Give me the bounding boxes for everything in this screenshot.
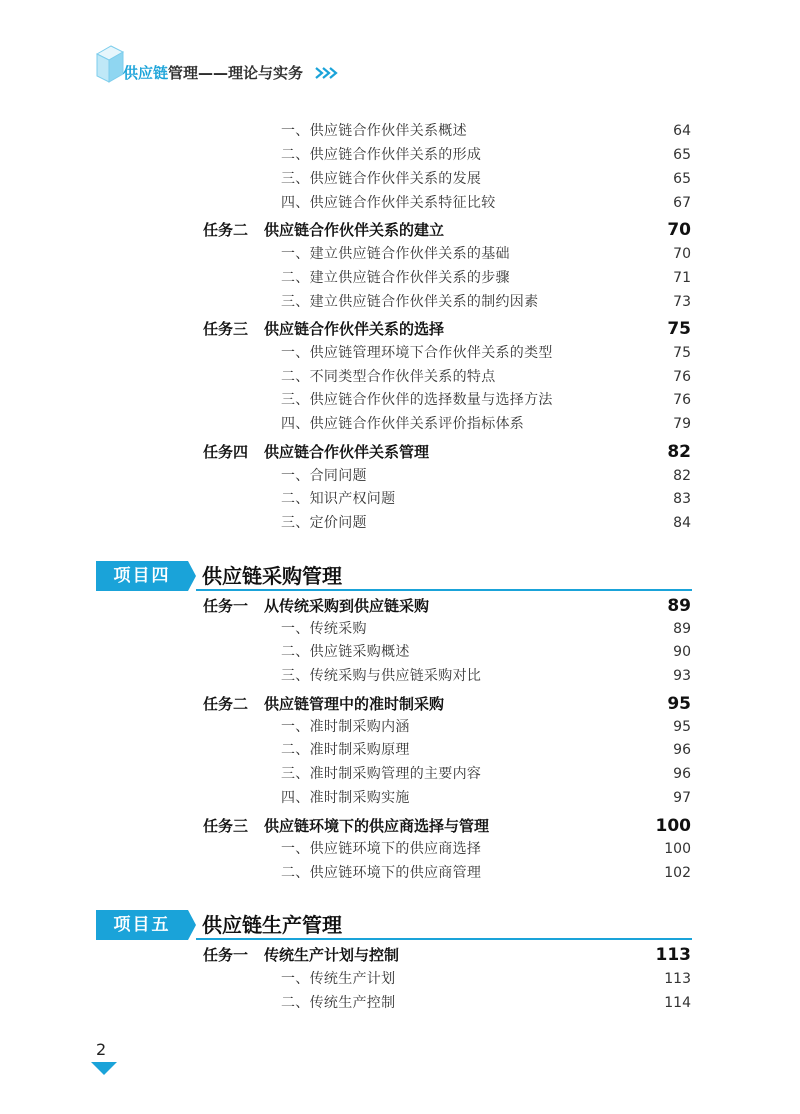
- header-title-rest: 管理——理论与实务: [168, 64, 304, 82]
- entry-title: 一、传统生产计划: [281, 971, 396, 987]
- entry-title: 一、建立供应链合作伙伴关系的基础: [281, 246, 510, 262]
- entry-page: 64: [673, 123, 691, 139]
- double-chevron-right-icon: [314, 66, 338, 80]
- task-page: 70: [667, 220, 691, 240]
- toc-task[interactable]: [0, 594, 800, 616]
- task-page: 95: [667, 694, 691, 714]
- entry-title: 二、准时制采购原理: [281, 742, 410, 758]
- toc-entry[interactable]: [0, 465, 800, 487]
- entry-title: 二、知识产权问题: [281, 491, 396, 507]
- entry-title: 四、供应链合作伙伴关系特征比较: [281, 195, 496, 211]
- task-page: 82: [667, 442, 691, 462]
- task-label: 任务四: [203, 443, 249, 461]
- toc-task[interactable]: [0, 218, 800, 240]
- project-badge: 项目四: [96, 561, 188, 591]
- entry-title: 一、供应链环境下的供应商选择: [281, 841, 482, 857]
- toc-entry[interactable]: [0, 641, 800, 663]
- task-title: 供应链环境下的供应商选择与管理: [264, 817, 490, 835]
- toc-entry[interactable]: [0, 992, 800, 1014]
- toc-entry[interactable]: [0, 665, 800, 687]
- entry-page: 79: [673, 416, 691, 432]
- entry-page: 83: [673, 491, 691, 507]
- entry-title: 一、供应链合作伙伴关系概述: [281, 123, 467, 139]
- entry-title: 四、供应链合作伙伴关系评价指标体系: [281, 416, 525, 432]
- entry-page: 73: [673, 294, 691, 310]
- entry-page: 96: [673, 766, 691, 782]
- entry-title: 三、供应链合作伙伴的选择数量与选择方法: [281, 392, 553, 408]
- toc-entry[interactable]: [0, 716, 800, 738]
- toc-entry[interactable]: [0, 787, 800, 809]
- toc-entry[interactable]: [0, 862, 800, 884]
- entry-page: 76: [673, 369, 691, 385]
- toc-entry[interactable]: [0, 488, 800, 510]
- toc-entry[interactable]: [0, 366, 800, 388]
- toc-entry[interactable]: [0, 192, 800, 214]
- task-page: 75: [667, 319, 691, 339]
- entry-page: 65: [673, 171, 691, 187]
- toc-entry[interactable]: [0, 968, 800, 990]
- page-number: 2: [96, 1040, 107, 1059]
- entry-title: 四、准时制采购实施: [281, 790, 410, 806]
- toc-entry[interactable]: [0, 413, 800, 435]
- toc-task[interactable]: [0, 692, 800, 714]
- entry-title: 二、建立供应链合作伙伴关系的步骤: [281, 270, 510, 286]
- task-label: 任务二: [203, 695, 249, 713]
- toc-entry[interactable]: [0, 243, 800, 265]
- entry-page: 100: [664, 841, 691, 857]
- entry-page: 97: [673, 790, 691, 806]
- task-label: 任务三: [203, 817, 249, 835]
- entry-page: 96: [673, 742, 691, 758]
- project-heading[interactable]: [96, 910, 692, 940]
- project-title: 供应链生产管理: [202, 913, 342, 937]
- header-brand: 供应链: [123, 64, 169, 82]
- toc-entry[interactable]: [0, 120, 800, 142]
- toc-task[interactable]: [0, 317, 800, 339]
- cube-icon: [95, 42, 125, 86]
- triangle-down-icon: [91, 1062, 117, 1076]
- task-title: 供应链合作伙伴关系的选择: [264, 320, 445, 338]
- task-title: 供应链合作伙伴关系的建立: [264, 221, 445, 239]
- entry-title: 二、传统生产控制: [281, 995, 396, 1011]
- entry-page: 67: [673, 195, 691, 211]
- badge-tip: [188, 561, 196, 591]
- entry-page: 65: [673, 147, 691, 163]
- project-heading[interactable]: [96, 561, 692, 591]
- task-title: 供应链管理中的准时制采购: [264, 695, 445, 713]
- entry-page: 76: [673, 392, 691, 408]
- entry-title: 三、建立供应链合作伙伴关系的制约因素: [281, 294, 539, 310]
- badge-tip: [188, 910, 196, 940]
- divider: [196, 589, 692, 591]
- task-title: 传统生产计划与控制: [264, 946, 400, 964]
- task-label: 任务三: [203, 320, 249, 338]
- entry-page: 102: [664, 865, 691, 881]
- entry-title: 三、供应链合作伙伴关系的发展: [281, 171, 482, 187]
- toc-entry[interactable]: [0, 739, 800, 761]
- toc-entry[interactable]: [0, 763, 800, 785]
- toc-entry[interactable]: [0, 389, 800, 411]
- toc-task[interactable]: [0, 943, 800, 965]
- task-page: 113: [655, 945, 691, 965]
- toc-entry[interactable]: [0, 512, 800, 534]
- entry-page: 75: [673, 345, 691, 361]
- task-title: 从传统采购到供应链采购: [264, 597, 430, 615]
- entry-title: 三、准时制采购管理的主要内容: [281, 766, 482, 782]
- entry-page: 113: [664, 971, 691, 987]
- toc-entry[interactable]: [0, 168, 800, 190]
- toc-task[interactable]: [0, 440, 800, 462]
- task-label: 任务二: [203, 221, 249, 239]
- entry-title: 二、不同类型合作伙伴关系的特点: [281, 369, 496, 385]
- entry-title: 一、准时制采购内涵: [281, 719, 410, 735]
- task-page: 89: [667, 596, 691, 616]
- entry-page: 93: [673, 668, 691, 684]
- task-label: 任务一: [203, 946, 249, 964]
- entry-title: 二、供应链环境下的供应商管理: [281, 865, 482, 881]
- entry-page: 90: [673, 644, 691, 660]
- entry-page: 71: [673, 270, 691, 286]
- entry-title: 三、传统采购与供应链采购对比: [281, 668, 482, 684]
- toc-entry[interactable]: [0, 291, 800, 313]
- task-title: 供应链合作伙伴关系管理: [264, 443, 430, 461]
- entry-page: 82: [673, 468, 691, 484]
- entry-title: 二、供应链采购概述: [281, 644, 410, 660]
- entry-page: 114: [664, 995, 691, 1011]
- entry-page: 70: [673, 246, 691, 262]
- entry-page: 84: [673, 515, 691, 531]
- entry-title: 一、传统采购: [281, 621, 367, 637]
- toc-task[interactable]: [0, 814, 800, 836]
- toc-entry[interactable]: [0, 144, 800, 166]
- entry-page: 95: [673, 719, 691, 735]
- entry-title: 一、供应链管理环境下合作伙伴关系的类型: [281, 345, 553, 361]
- task-page: 100: [655, 816, 691, 836]
- project-badge: 项目五: [96, 910, 188, 940]
- entry-title: 二、供应链合作伙伴关系的形成: [281, 147, 482, 163]
- toc-entry[interactable]: [0, 342, 800, 364]
- toc-entry[interactable]: [0, 267, 800, 289]
- entry-title: 一、合同问题: [281, 468, 367, 484]
- toc-entry[interactable]: [0, 838, 800, 860]
- header-title: [123, 62, 338, 83]
- task-label: 任务一: [203, 597, 249, 615]
- project-title: 供应链采购管理: [202, 564, 342, 588]
- toc-entry[interactable]: [0, 618, 800, 640]
- divider: [196, 938, 692, 940]
- entry-title: 三、定价问题: [281, 515, 367, 531]
- entry-page: 89: [673, 621, 691, 637]
